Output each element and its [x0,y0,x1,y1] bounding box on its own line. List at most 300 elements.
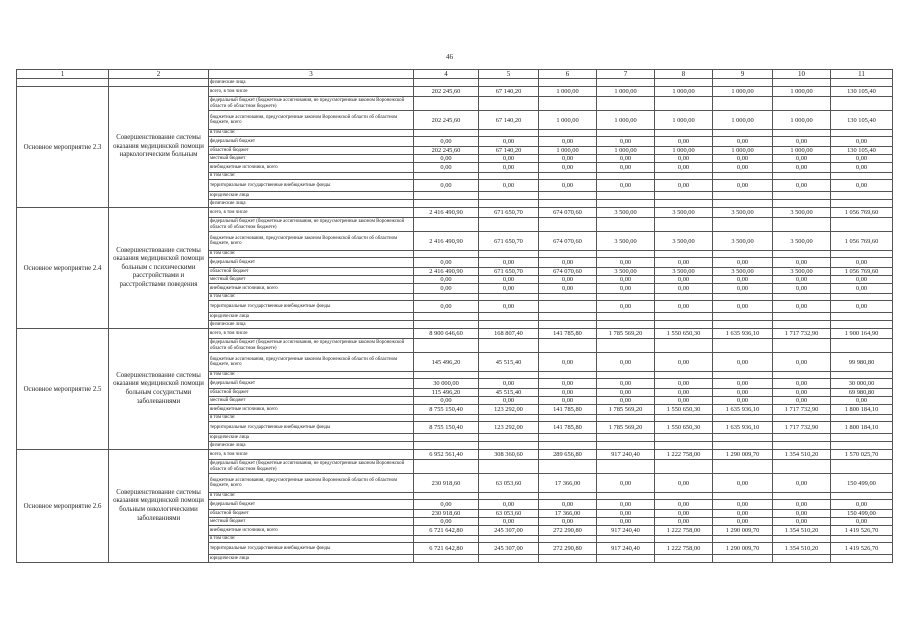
value-cell: 0,00 [713,258,773,268]
value-cell [831,555,893,563]
value-cell: 0,00 [539,353,597,372]
value-cell [831,251,893,258]
value-cell [655,493,713,500]
value-cell [773,218,831,232]
row-label: областной бюджет [209,389,414,397]
value-cell: 1 550 650,30 [655,329,713,339]
value-cell: 1 635 936,10 [713,329,773,339]
value-cell: 0,00 [479,276,539,284]
value-cell [479,192,539,200]
value-cell: 1 785 569,20 [597,329,655,339]
value-cell: 0,00 [539,155,597,163]
value-cell: 245 307,00 [479,543,539,555]
value-cell: 0,00 [831,284,893,294]
value-cell: 1 717 732,90 [773,422,831,434]
value-cell: 0,00 [597,389,655,397]
value-cell [539,415,597,422]
value-cell: 0,00 [597,284,655,294]
column-header: 7 [597,70,655,79]
value-cell [597,313,655,321]
value-cell [597,321,655,329]
row-label: физические лица [209,200,414,208]
value-cell: 0,00 [713,284,773,294]
value-cell: 150 499,00 [831,510,893,518]
value-cell [831,460,893,474]
value-cell [713,173,773,180]
value-cell [831,321,893,329]
value-cell [414,192,479,200]
value-cell [414,415,479,422]
value-cell: 1 635 936,10 [713,405,773,415]
value-cell [414,493,479,500]
value-cell: 0,00 [655,510,713,518]
value-cell: 0,00 [831,276,893,284]
value-cell: 0,00 [539,397,597,405]
value-cell: 0,00 [479,379,539,389]
row-label: физические лица [209,442,414,450]
value-cell [597,493,655,500]
value-cell: 1 419 526,70 [831,526,893,536]
value-cell: 0,00 [414,137,479,147]
value-cell: 0,00 [831,397,893,405]
value-cell: 0,00 [773,500,831,510]
value-cell [539,313,597,321]
empty-cell [17,79,109,87]
value-cell: 3 500,00 [655,268,713,276]
value-cell: 230 918,60 [414,510,479,518]
value-cell [773,493,831,500]
table-body [17,70,893,563]
row-label: в том числе: [209,294,414,301]
value-cell [479,442,539,450]
value-cell: 0,00 [414,163,479,173]
value-cell: 1 000,00 [539,111,597,130]
row-label: местный бюджет [209,155,414,163]
value-cell: 917 240,40 [597,543,655,555]
event-title: Основное мероприятие 2.6 [17,450,109,563]
value-cell: 0,00 [773,163,831,173]
value-cell: 1 000,00 [773,147,831,155]
value-cell: 0,00 [655,276,713,284]
value-cell: 0,00 [713,397,773,405]
value-cell [597,460,655,474]
value-cell [597,200,655,208]
value-cell [597,415,655,422]
value-cell [414,79,479,87]
value-cell: 0,00 [479,163,539,173]
value-cell [773,339,831,353]
value-cell [655,79,713,87]
value-cell: 0,00 [539,180,597,192]
value-cell: 6 721 642,80 [414,526,479,536]
value-cell: 0,00 [655,163,713,173]
value-cell: 0,00 [831,301,893,313]
value-cell: 1 000,00 [773,111,831,130]
value-cell [539,321,597,329]
value-cell: 141 785,80 [539,422,597,434]
value-cell [479,173,539,180]
value-cell [539,294,597,301]
row-label: всего, в том числе [209,450,414,460]
value-cell [713,97,773,111]
value-cell: 917 240,40 [597,450,655,460]
value-cell: 0,00 [414,180,479,192]
value-cell [773,313,831,321]
value-cell: 1 000,00 [655,147,713,155]
row-label: в том числе: [209,251,414,258]
value-cell [414,173,479,180]
value-cell: 0,00 [773,180,831,192]
value-cell [831,192,893,200]
value-cell: 17 366,00 [539,474,597,493]
value-cell: 2 416 490,90 [414,268,479,276]
value-cell [539,555,597,563]
value-cell: 1 290 009,70 [713,526,773,536]
value-cell: 0,00 [414,518,479,526]
value-cell: 0,00 [655,389,713,397]
value-cell: 1 000,00 [713,147,773,155]
value-cell [655,218,713,232]
value-cell [713,415,773,422]
value-cell [414,555,479,563]
value-cell: 0,00 [713,379,773,389]
value-cell [479,536,539,543]
value-cell [414,442,479,450]
value-cell: 674 070,60 [539,268,597,276]
column-header: 6 [539,70,597,79]
value-cell [831,130,893,137]
value-cell [479,218,539,232]
value-cell: 0,00 [655,301,713,313]
value-cell [539,536,597,543]
value-cell: 3 500,00 [655,232,713,251]
value-cell [597,442,655,450]
value-cell [831,434,893,442]
value-cell [597,192,655,200]
value-cell: 1 717 732,90 [773,329,831,339]
value-cell [414,460,479,474]
value-cell [713,493,773,500]
value-cell [414,339,479,353]
value-cell [597,251,655,258]
value-cell: 0,00 [414,500,479,510]
value-cell: 3 500,00 [773,232,831,251]
value-cell: 130 105,40 [831,147,893,155]
value-cell: 245 307,00 [479,526,539,536]
value-cell: 0,00 [597,301,655,313]
value-cell [713,372,773,379]
value-cell: 1 785 569,20 [597,422,655,434]
value-cell: 0,00 [414,258,479,268]
value-cell [773,173,831,180]
value-cell: 0,00 [713,163,773,173]
value-cell [713,251,773,258]
value-cell [655,294,713,301]
value-cell: 1 056 769,60 [831,208,893,218]
value-cell [479,97,539,111]
value-cell [597,536,655,543]
value-cell: 168 807,40 [479,329,539,339]
value-cell: 1 222 758,00 [655,543,713,555]
value-cell: 45 515,40 [479,353,539,372]
value-cell [713,460,773,474]
value-cell [655,536,713,543]
value-cell: 0,00 [655,353,713,372]
value-cell: 0,00 [597,258,655,268]
value-cell [773,434,831,442]
row-label: бюджетные ассигнования, предусмотренные законом Воронежской области об областном бюджете, всего [209,232,414,251]
event-name: Совершенствование системы оказания медицинской помощи больным с психическими расстройствами и расстройствами поведения [109,208,209,329]
value-cell: 141 785,80 [539,405,597,415]
value-cell [539,493,597,500]
value-cell [773,460,831,474]
value-cell [414,97,479,111]
value-cell [539,339,597,353]
value-cell [773,192,831,200]
value-cell: 0,00 [773,474,831,493]
value-cell [597,173,655,180]
value-cell: 1 056 769,60 [831,268,893,276]
value-cell [773,536,831,543]
page-number: 46 [446,53,453,61]
value-cell: 0,00 [539,284,597,294]
column-header: 11 [831,70,893,79]
value-cell: 99 980,80 [831,353,893,372]
value-cell: 671 650,70 [479,268,539,276]
empty-cell [109,79,209,87]
value-cell: 0,00 [479,180,539,192]
value-cell [713,192,773,200]
value-cell: 0,00 [655,379,713,389]
value-cell: 1 419 526,70 [831,543,893,555]
value-cell: 67 140,20 [479,87,539,97]
value-cell: 3 500,00 [773,268,831,276]
value-cell [655,251,713,258]
value-cell: 1 354 510,20 [773,450,831,460]
value-cell [539,79,597,87]
column-header: 10 [773,70,831,79]
value-cell [597,434,655,442]
row-label: внебюджетные источники, всего [209,163,414,173]
value-cell [539,218,597,232]
row-label: физические лица [209,79,414,87]
value-cell: 1 222 758,00 [655,526,713,536]
value-cell: 1 000,00 [773,87,831,97]
value-cell: 289 656,80 [539,450,597,460]
row-label: федеральный бюджет (бюджетные ассигнования, не предусмотренные законом Воронежской области об областном бюджете) [209,218,414,232]
column-header: 8 [655,70,713,79]
value-cell: 0,00 [773,518,831,526]
value-cell: 1 550 650,30 [655,405,713,415]
column-header: 1 [17,70,109,79]
value-cell: 0,00 [479,397,539,405]
value-cell: 0,00 [713,389,773,397]
value-cell: 1 000,00 [655,87,713,97]
value-cell [713,79,773,87]
value-cell [831,339,893,353]
value-cell: 1 000,00 [597,111,655,130]
value-cell [414,536,479,543]
value-cell: 0,00 [773,301,831,313]
row-label: местный бюджет [209,276,414,284]
value-cell: 6 721 642,80 [414,543,479,555]
value-cell: 45 515,40 [479,389,539,397]
value-cell [713,313,773,321]
value-cell: 0,00 [479,500,539,510]
value-cell [479,434,539,442]
value-cell: 30 000,00 [414,379,479,389]
value-cell: 8 755 150,40 [414,422,479,434]
value-cell [479,79,539,87]
value-cell [539,301,597,313]
value-cell: 3 500,00 [713,208,773,218]
row-label: областной бюджет [209,510,414,518]
table-row [17,87,893,97]
value-cell [713,218,773,232]
value-cell: 202 245,60 [414,111,479,130]
row-label: территориальные государственные внебюджетные фонды [209,543,414,555]
value-cell: 0,00 [655,284,713,294]
value-cell: 0,00 [831,518,893,526]
value-cell: 63 053,60 [479,510,539,518]
value-cell: 1 354 510,20 [773,526,831,536]
value-cell: 0,00 [539,137,597,147]
value-cell: 0,00 [597,379,655,389]
value-cell: 202 245,60 [414,87,479,97]
row-label: в том числе: [209,372,414,379]
row-label: федеральный бюджет (бюджетные ассигнования, не предусмотренные законом Воронежской области об областном бюджете) [209,339,414,353]
value-cell: 1 785 569,20 [597,405,655,415]
value-cell: 0,00 [597,155,655,163]
value-cell: 150 499,00 [831,474,893,493]
value-cell: 3 500,00 [713,232,773,251]
value-cell [479,130,539,137]
value-cell: 230 918,60 [414,474,479,493]
value-cell: 1 222 758,00 [655,450,713,460]
value-cell: 272 290,80 [539,543,597,555]
value-cell: 1 000,00 [597,87,655,97]
value-cell [479,251,539,258]
value-cell: 917 240,40 [597,526,655,536]
value-cell [539,442,597,450]
row-label: областной бюджет [209,268,414,276]
value-cell: 1 000,00 [539,147,597,155]
value-cell [655,442,713,450]
value-cell: 0,00 [713,510,773,518]
column-header-row [17,70,893,79]
value-cell: 0,00 [773,284,831,294]
value-cell: 17 366,00 [539,510,597,518]
value-cell: 0,00 [655,180,713,192]
value-cell: 671 650,70 [479,208,539,218]
row-label: всего, в том числе [209,87,414,97]
value-cell: 0,00 [655,500,713,510]
value-cell [539,372,597,379]
value-cell: 0,00 [539,500,597,510]
value-cell [479,321,539,329]
value-cell [713,536,773,543]
value-cell: 0,00 [597,474,655,493]
row-label: в том числе: [209,173,414,180]
value-cell [655,200,713,208]
value-cell [773,130,831,137]
value-cell: 123 292,00 [479,422,539,434]
value-cell [713,130,773,137]
event-name: Совершенствование системы оказания медицинской помощи наркологическим больным [109,87,209,208]
value-cell: 1 290 009,70 [713,450,773,460]
value-cell: 1 570 025,70 [831,450,893,460]
value-cell: 123 292,00 [479,405,539,415]
value-cell [655,321,713,329]
value-cell [773,372,831,379]
value-cell [655,434,713,442]
row-label: бюджетные ассигнования, предусмотренные законом Воронежской области об областном бюджете, всего [209,474,414,493]
value-cell: 674 070,60 [539,208,597,218]
row-label: федеральный бюджет (бюджетные ассигнования, не предусмотренные законом Воронежской области об областном бюджете) [209,97,414,111]
value-cell: 1 800 184,10 [831,422,893,434]
value-cell: 63 053,60 [479,474,539,493]
value-cell [773,415,831,422]
value-cell: 2 416 490,90 [414,232,479,251]
value-cell [414,130,479,137]
value-cell: 0,00 [597,276,655,284]
value-cell [539,200,597,208]
value-cell: 0,00 [831,180,893,192]
value-cell: 0,00 [655,397,713,405]
value-cell: 202 245,60 [414,147,479,155]
value-cell [414,200,479,208]
row-label: в том числе: [209,493,414,500]
row-label: федеральный бюджет [209,258,414,268]
row-label: юридические лица [209,434,414,442]
row-label: юридические лица [209,555,414,563]
value-cell [713,200,773,208]
value-cell [655,192,713,200]
value-cell [655,130,713,137]
value-cell: 69 980,80 [831,389,893,397]
value-cell [655,173,713,180]
value-cell: 0,00 [597,163,655,173]
row-label: юридические лица [209,313,414,321]
column-header: 9 [713,70,773,79]
value-cell [539,460,597,474]
event-name: Совершенствование системы оказания медицинской помощи больным онкологическими заболеваниями [109,450,209,563]
value-cell: 0,00 [539,379,597,389]
row-label: всего, в том числе [209,329,414,339]
value-cell [831,442,893,450]
value-cell: 67 140,20 [479,147,539,155]
value-cell [713,434,773,442]
row-label: внебюджетные источники, всего [209,526,414,536]
value-cell [414,313,479,321]
value-cell: 0,00 [414,284,479,294]
value-cell: 1 800 184,10 [831,405,893,415]
value-cell [655,415,713,422]
financing-table [16,69,893,563]
column-header: 5 [479,70,539,79]
value-cell: 8 755 150,40 [414,405,479,415]
value-cell: 0,00 [655,474,713,493]
row-label: территориальные государственные внебюджетные фонды [209,180,414,192]
value-cell: 8 900 646,60 [414,329,479,339]
value-cell [831,372,893,379]
value-cell: 0,00 [773,276,831,284]
row-label: в том числе: [209,536,414,543]
value-cell: 0,00 [655,518,713,526]
value-cell: 30 000,00 [831,379,893,389]
value-cell [655,339,713,353]
row-label: федеральный бюджет [209,137,414,147]
